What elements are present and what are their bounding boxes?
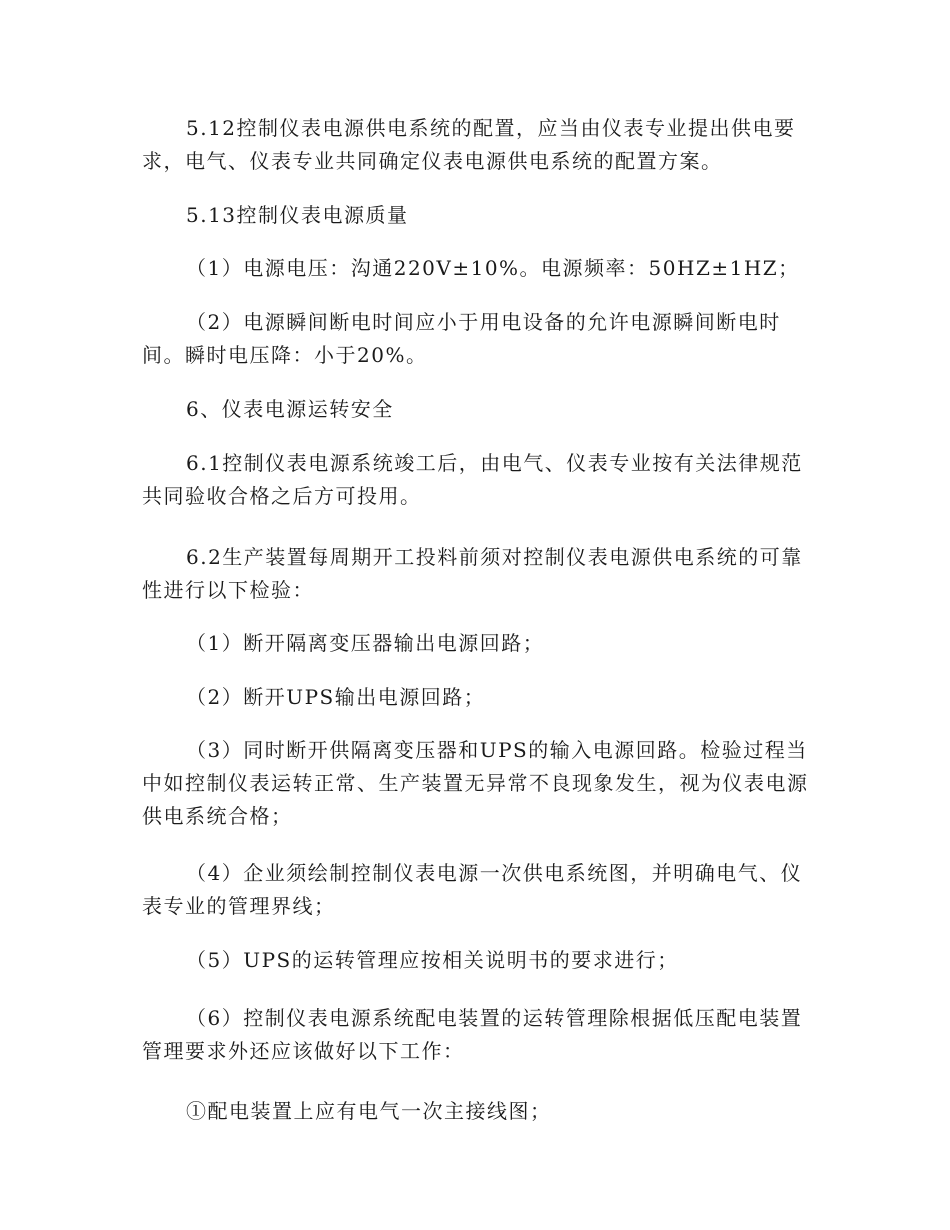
paragraph-6-2-item-3: （3）同时断开供隔离变压器和UPS的输入电源回路。检验过程当中如控制仪表运转正常、生产装置无异常不良现象发生，视为仪表电源供电系统合格； — [142, 738, 809, 828]
paragraph-6-2: 6.2生产装置每周期开工投料前须对控制仪表电源供电系统的可靠性进行以下检验： — [142, 545, 803, 602]
paragraph-circled-item-1: ①配电装置上应有电气一次主接线图； — [186, 1099, 552, 1123]
paragraph-6-1: 6.1控制仪表电源系统竣工后，由电气、仪表专业按有关法律规范共同验收合格之后方可投用。 — [142, 451, 803, 508]
paragraph-6-2-item-1: （1）断开隔离变压器输出电源回路； — [186, 631, 545, 655]
paragraph-6-2-item-2: （2）断开UPS输出电源回路； — [186, 685, 486, 709]
paragraph-5-12: 5.12控制仪表电源供电系统的配置，应当由仪表专业提出供电要求，电气、仪表专业共同确定仪表电源供电系统的配置方案。 — [142, 116, 796, 173]
paragraph-5-13: 5.13控制仪表电源质量 — [186, 203, 409, 227]
paragraph-6-2-item-4: （4）企业须绘制控制仪表电源一次供电系统图，并明确电气、仪表专业的管理界线； — [142, 861, 803, 918]
paragraph-6-2-item-5: （5）UPS的运转管理应按相关说明书的要求进行； — [186, 948, 679, 972]
paragraph-5-13-item-1: （1）电源电压：沟通220V±10%。电源频率：50HZ±1HZ； — [186, 256, 800, 280]
paragraph-6-2-item-6: （6）控制仪表电源系统配电装置的运转管理除根据低压配电装置管理要求外还应该做好以下工作： — [142, 1006, 803, 1063]
section-6-heading: 6、仪表电源运转安全 — [186, 397, 394, 421]
paragraph-5-13-item-2: （2）电源瞬间断电时间应小于用电设备的允许电源瞬间断电时间。瞬时电压降：小于20%。 — [142, 310, 781, 367]
